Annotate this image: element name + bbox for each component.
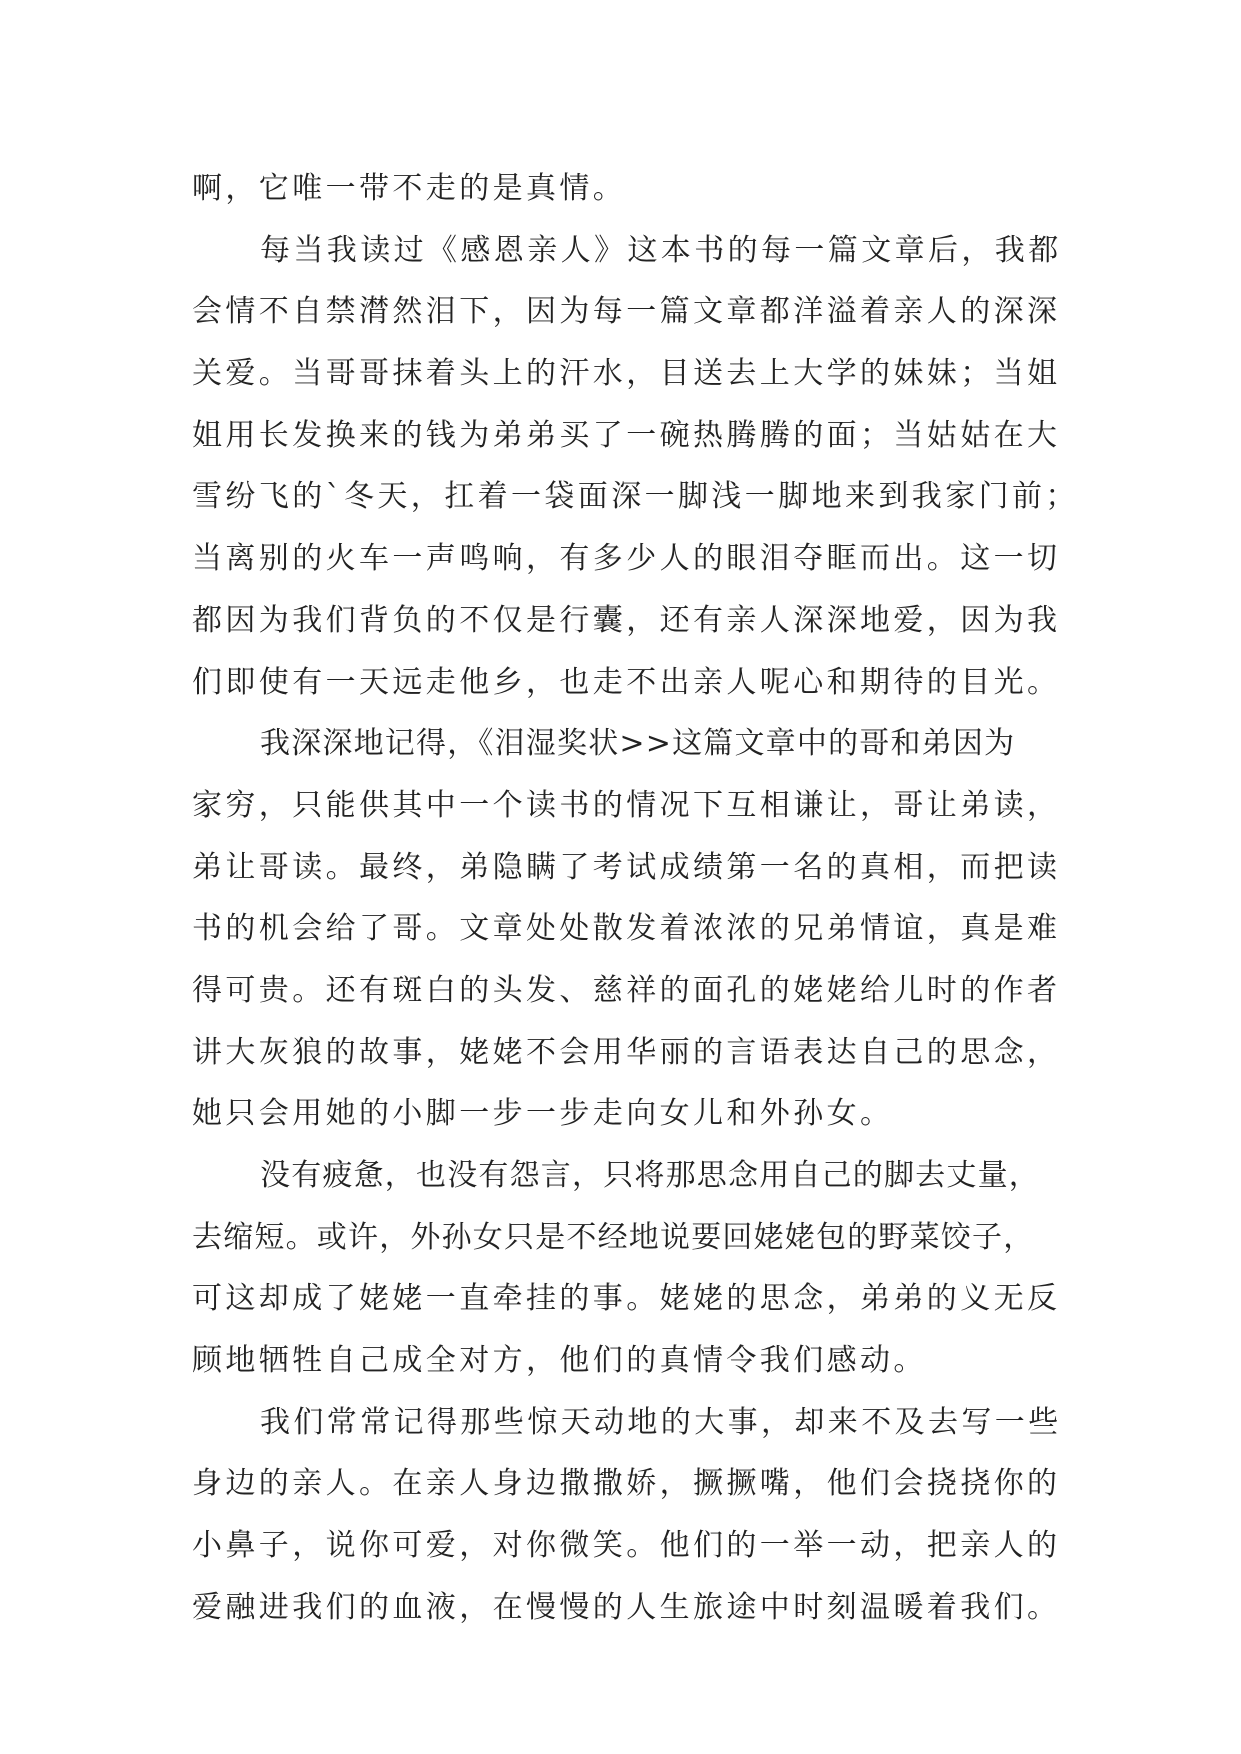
text-line: 爱融进我们的血液，在慢慢的人生旅途中时刻温暖着我们。 [192, 1589, 1061, 1625]
text-line: 顾地牺牲自己成全对方，他们的真情令我们感动。 [192, 1343, 927, 1379]
text-line: 们即使有一天远走他乡，也走不出亲人呢心和期待的目光。 [192, 664, 1061, 700]
text-line: 讲大灰狼的故事，姥姥不会用华丽的言语表达自己的思念， [192, 1034, 1061, 1070]
text-line: 去缩短。或许，外孙女只是不经地说要回姥姥包的野菜饺子， [192, 1219, 1035, 1255]
paragraph-start-line: 没有疲惫，也没有怨言，只将那思念用自己的脚去丈量， [260, 1158, 1040, 1193]
text-line: 雪纷飞的`冬天，扛着一袋面深一脚浅一脚地来到我家门前； [192, 479, 1079, 515]
text-line: 书的机会给了哥。文章处处散发着浓浓的兄弟情谊，真是难 [192, 911, 1061, 947]
text-line: 小鼻子，说你可爱，对你微笑。他们的一举一动，把亲人的 [192, 1528, 1061, 1564]
text-line: 当离别的火车一声鸣响，有多少人的眼泪夺眶而出。这一切 [192, 541, 1061, 577]
essay-body [192, 158, 1079, 1639]
text-line: 姐用长发换来的钱为弟弟买了一碗热腾腾的面；当姑姑在大 [192, 417, 1061, 453]
text-line: 关爱。当哥哥抹着头上的汗水，目送去上大学的妹妹；当姐 [192, 356, 1061, 392]
text-line: 得可贵。还有斑白的头发、慈祥的面孔的姥姥给儿时的作者 [192, 972, 1061, 1008]
text-line: 她只会用她的小脚一步一步走向女儿和外孙女。 [192, 1096, 894, 1132]
text-line: 家穷，只能供其中一个读书的情况下互相谦让，哥让弟读， [192, 787, 1061, 823]
text-line: 弟让哥读。最终，弟隐瞒了考试成绩第一名的真相，而把读 [192, 849, 1061, 885]
text-line: 可这却成了姥姥一直牵挂的事。姥姥的思念，弟弟的义无反 [192, 1281, 1061, 1317]
text-line: 都因为我们背负的不仅是行囊，还有亲人深深地爱，因为我 [192, 602, 1061, 638]
paragraph-start-line: 我们常常记得那些惊天动地的大事，却来不及去写一些 [260, 1404, 1062, 1440]
text-line: 身边的亲人。在亲人身边撒撒娇，撅撅嘴，他们会挠挠你的 [192, 1466, 1061, 1502]
paragraph-start-line: 我深深地记得，《泪湿奖状>>这篇文章中的哥和弟因为 [260, 726, 1016, 762]
text-line: 啊，它唯一带不走的是真情。 [192, 171, 627, 206]
paragraph-start-line: 每当我读过《感恩亲人》这本书的每一篇文章后，我都 [260, 232, 1062, 268]
text-line: 会情不自禁潸然泪下，因为每一篇文章都洋溢着亲人的深深 [192, 294, 1061, 330]
